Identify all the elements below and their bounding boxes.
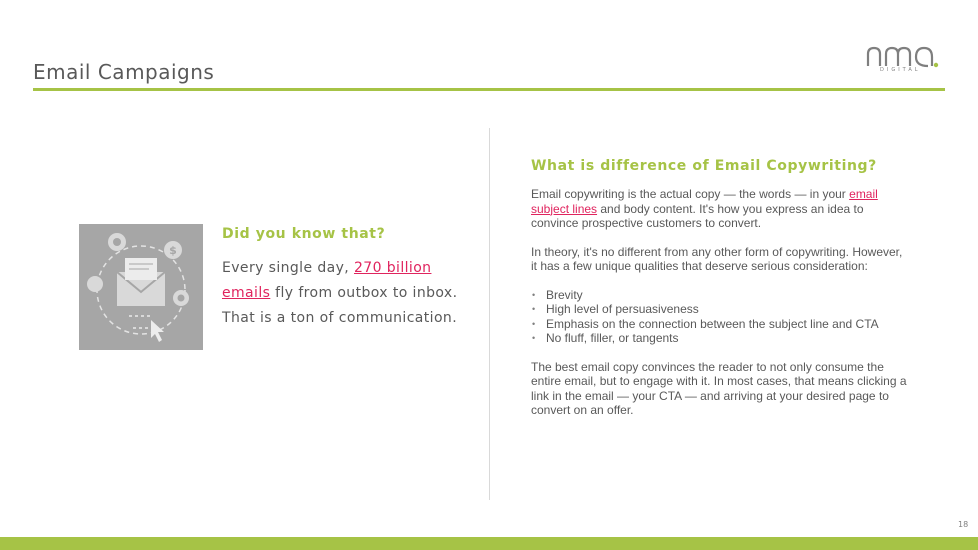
logo-subtext: DIGITAL [880, 67, 921, 73]
paragraph-3: The best email copy convinces the reader to not only consume the entire email, but to engage with it. In most cases, that means clicking a link in the email — your CTA — and arriving at your desired page to convert on an offer. [531, 359, 907, 417]
page-number: 18 [958, 520, 969, 529]
column-divider [489, 128, 490, 500]
right-heading: What is difference of Email Copywriting? [531, 158, 877, 174]
slide-title: Email Campaigns [33, 60, 215, 84]
email-marketing-illustration [79, 224, 203, 350]
stat-link[interactable]: 270 billion emails [222, 260, 432, 301]
paragraph-1 [531, 187, 911, 231]
p1-post: and body content. It's how you express an idea to convince prospective customers to convert. [531, 201, 864, 230]
list-item: • No fluff, filler, or tangents [546, 331, 911, 346]
p1-pre: Email copywriting is the actual copy — the words — in your [531, 187, 850, 201]
left-body-pre: Every single day, [222, 260, 354, 276]
paragraph-2: In theory, it's no different from any other form of copywriting. However, it has a few unique qualities that deserve serious consideration: [531, 244, 903, 273]
left-body-text [222, 256, 462, 331]
left-heading: Did you know that? [222, 226, 386, 242]
list-item: • High level of persuasiveness [546, 302, 911, 317]
right-column-text [531, 187, 911, 432]
left-body-post: fly from outbox to inbox. That is a ton of communication. [222, 285, 458, 326]
title-underline [33, 88, 945, 91]
email-subject-lines-link[interactable]: email subject lines [531, 187, 878, 216]
svg-text:$: $ [169, 244, 177, 257]
list-item: • Emphasis on the connection between the subject line and CTA [546, 317, 911, 332]
qualities-list [531, 288, 911, 346]
list-item: • Brevity [546, 288, 911, 303]
footer-bar [0, 537, 978, 550]
